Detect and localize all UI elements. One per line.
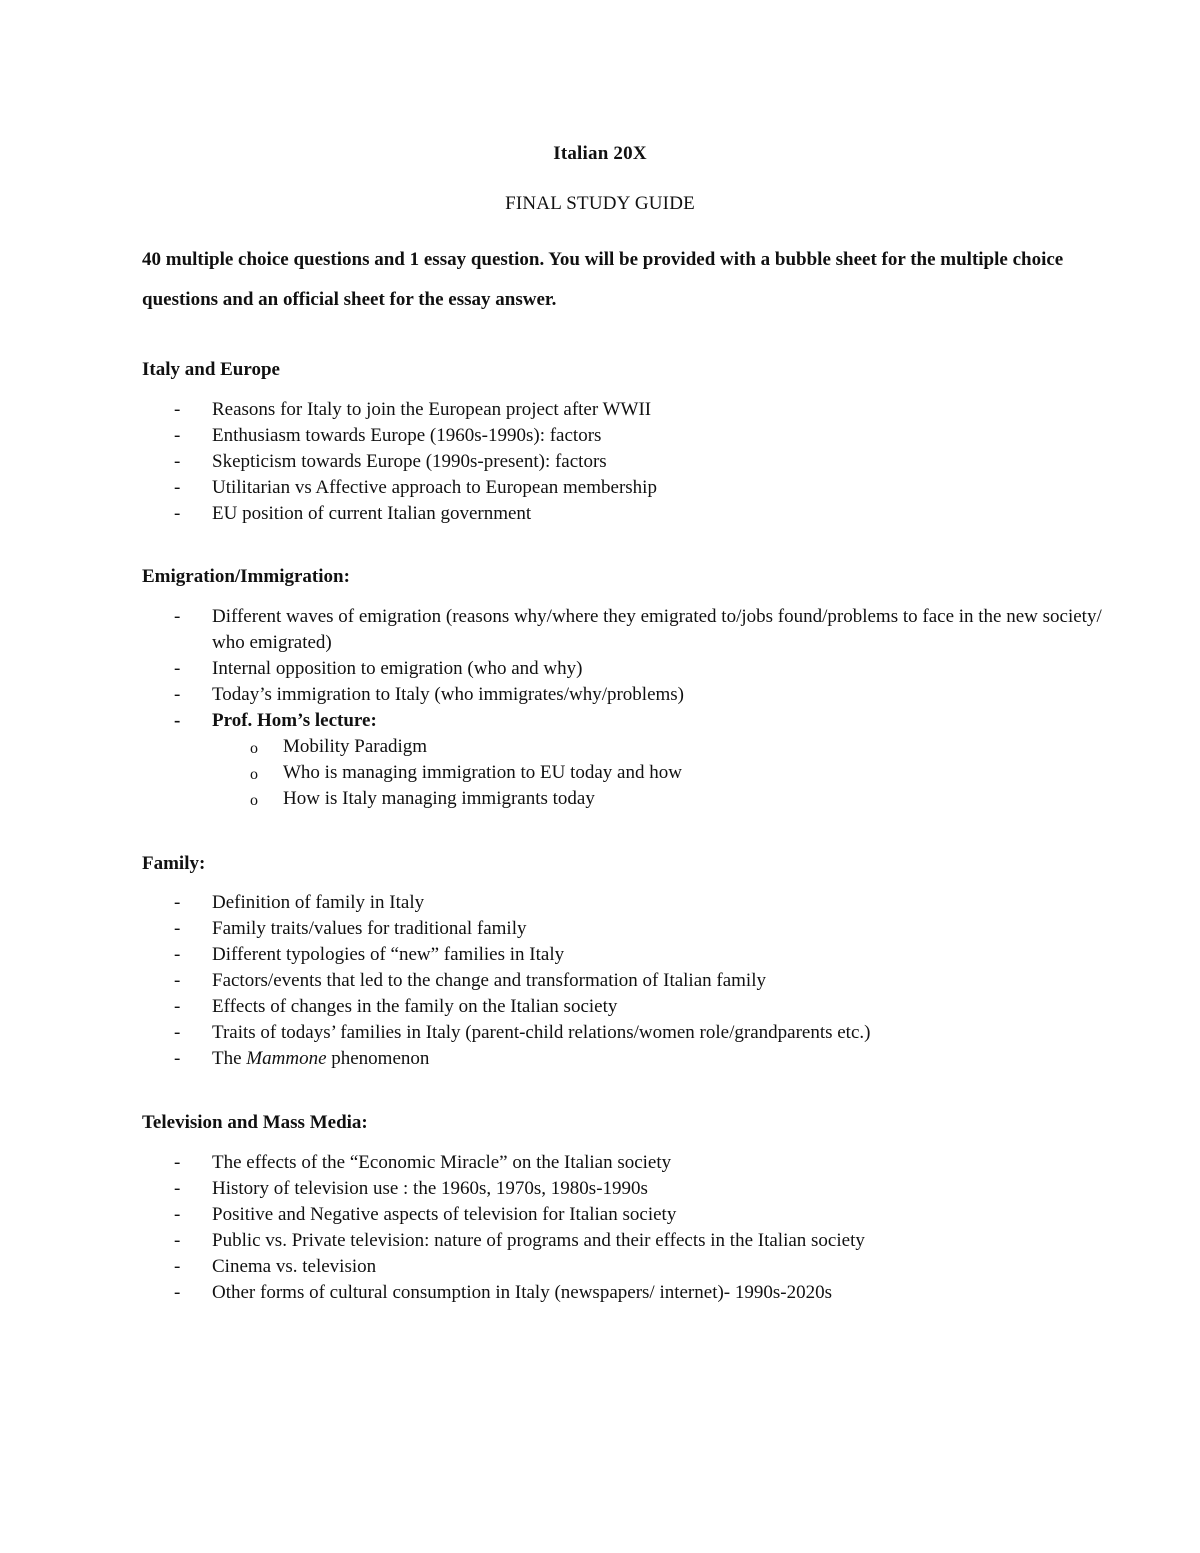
- circle-bullet: o: [250, 792, 258, 809]
- lecture-subheading: Prof. Hom’s lecture:: [212, 710, 377, 731]
- sublist-item: [212, 734, 1102, 760]
- list-item: [142, 708, 1102, 812]
- list-item-text: Internal opposition to emigration (who and why): [212, 658, 583, 679]
- list-item-text: Other forms of cultural consumption in Italy (newspapers/ internet)- 1990s-2020s: [212, 1282, 832, 1303]
- list-item-text: Utilitarian vs Affective approach to European membership: [212, 477, 657, 498]
- sublist-item-text: Who is managing immigration to EU today and how: [283, 762, 682, 783]
- sublist-lecture-topics: [212, 734, 1102, 812]
- list-item-text: Today’s immigration to Italy (who immigrates/why/problems): [212, 684, 685, 705]
- section-heading-italy-europe: Italy and Europe: [142, 359, 280, 380]
- dash-bullet: -: [174, 425, 181, 446]
- dash-bullet: -: [174, 606, 181, 627]
- sublist-item-text: Mobility Paradigm: [283, 736, 428, 757]
- dash-bullet: -: [174, 996, 181, 1017]
- list-item-text: Effects of changes in the family on the Italian society: [212, 996, 618, 1017]
- list-italy-europe: [142, 397, 1102, 527]
- dash-bullet: -: [174, 1256, 181, 1277]
- sublist-item-text: How is Italy managing immigrants today: [283, 788, 595, 809]
- list-item-text: Cinema vs. television: [212, 1256, 377, 1277]
- sublist-item: [212, 760, 1102, 786]
- circle-bullet: o: [250, 766, 258, 783]
- list-item: [142, 475, 1102, 501]
- course-title: Italian 20X: [553, 143, 647, 164]
- list-item-text: History of television use : the 1960s, 1970s, 1980s-1990s: [212, 1178, 648, 1199]
- section-heading-emigration: Emigration/Immigration:: [142, 566, 350, 587]
- dash-bullet: -: [174, 1230, 181, 1251]
- list-item: [142, 656, 1102, 682]
- dash-bullet: -: [174, 1022, 181, 1043]
- list-item-text: Positive and Negative aspects of television for Italian society: [212, 1204, 677, 1225]
- circle-bullet: o: [250, 740, 258, 757]
- list-item: [142, 1254, 1102, 1280]
- sublist-item: [212, 786, 1102, 812]
- dash-bullet: -: [174, 710, 181, 731]
- dash-bullet: -: [174, 944, 181, 965]
- section-heading-family: Family:: [142, 853, 206, 874]
- list-item: [142, 968, 1102, 994]
- list-item-text: Enthusiasm towards Europe (1960s-1990s): factors: [212, 425, 602, 446]
- list-item-text: The effects of the “Economic Miracle” on the Italian society: [212, 1152, 672, 1173]
- dash-bullet: -: [174, 399, 181, 420]
- list-item: [142, 1176, 1102, 1202]
- list-item-text-suffix: phenomenon: [326, 1048, 430, 1069]
- dash-bullet: -: [174, 477, 181, 498]
- dash-bullet: -: [174, 451, 181, 472]
- list-family: [142, 890, 1102, 1072]
- dash-bullet: -: [174, 1048, 181, 1069]
- list-item: [142, 916, 1102, 942]
- list-item-text: Different typologies of “new” families in Italy: [212, 944, 565, 965]
- list-television: [142, 1150, 1102, 1306]
- document-subtitle: FINAL STUDY GUIDE: [505, 193, 695, 214]
- list-item: [142, 397, 1102, 423]
- list-item: [142, 501, 1102, 527]
- dash-bullet: -: [174, 1152, 181, 1173]
- dash-bullet: -: [174, 658, 181, 679]
- list-item-text: Skepticism towards Europe (1990s-present): factors: [212, 451, 607, 472]
- list-item-text: Reasons for Italy to join the European project after WWII: [212, 399, 652, 420]
- dash-bullet: -: [174, 684, 181, 705]
- list-item: [142, 890, 1102, 916]
- dash-bullet: -: [174, 970, 181, 991]
- list-item: [142, 449, 1102, 475]
- section-heading-television: Television and Mass Media:: [142, 1112, 368, 1133]
- list-item: [142, 423, 1102, 449]
- list-item-text: Factors/events that led to the change and transformation of Italian family: [212, 970, 766, 991]
- list-item: [142, 604, 1102, 656]
- list-item: [142, 942, 1102, 968]
- list-item: [142, 1150, 1102, 1176]
- list-item: [142, 1202, 1102, 1228]
- list-item-text: Public vs. Private television: nature of programs and their effects in the Italian society: [212, 1230, 865, 1251]
- list-item: [142, 994, 1102, 1020]
- list-item: [142, 1228, 1102, 1254]
- list-item: [142, 682, 1102, 708]
- list-item-text: Family traits/values for traditional family: [212, 918, 527, 939]
- dash-bullet: -: [174, 892, 181, 913]
- dash-bullet: -: [174, 1204, 181, 1225]
- dash-bullet: -: [174, 1282, 181, 1303]
- list-item-text: EU position of current Italian government: [212, 503, 532, 524]
- list-item: [142, 1046, 1102, 1072]
- list-item: [142, 1280, 1102, 1306]
- list-item-text-prefix: The: [212, 1048, 247, 1069]
- dash-bullet: -: [174, 918, 181, 939]
- list-item-text: Definition of family in Italy: [212, 892, 425, 913]
- italic-term: Mammone: [246, 1048, 327, 1069]
- list-item-text: Traits of todays’ families in Italy (parent-child relations/women role/grandparents etc.): [212, 1022, 871, 1043]
- list-emigration: [142, 604, 1102, 812]
- list-item: [142, 1020, 1102, 1046]
- exam-format-intro: 40 multiple choice questions and 1 essay question. You will be provided with a bubble sheet for the multiple choice questions and an official sheet for the essay answer.: [142, 249, 1064, 310]
- dash-bullet: -: [174, 1178, 181, 1199]
- list-item-text: Different waves of emigration (reasons why/where they emigrated to/jobs found/problems to face in the new society/ who emigrated): [212, 606, 1102, 653]
- dash-bullet: -: [174, 503, 181, 524]
